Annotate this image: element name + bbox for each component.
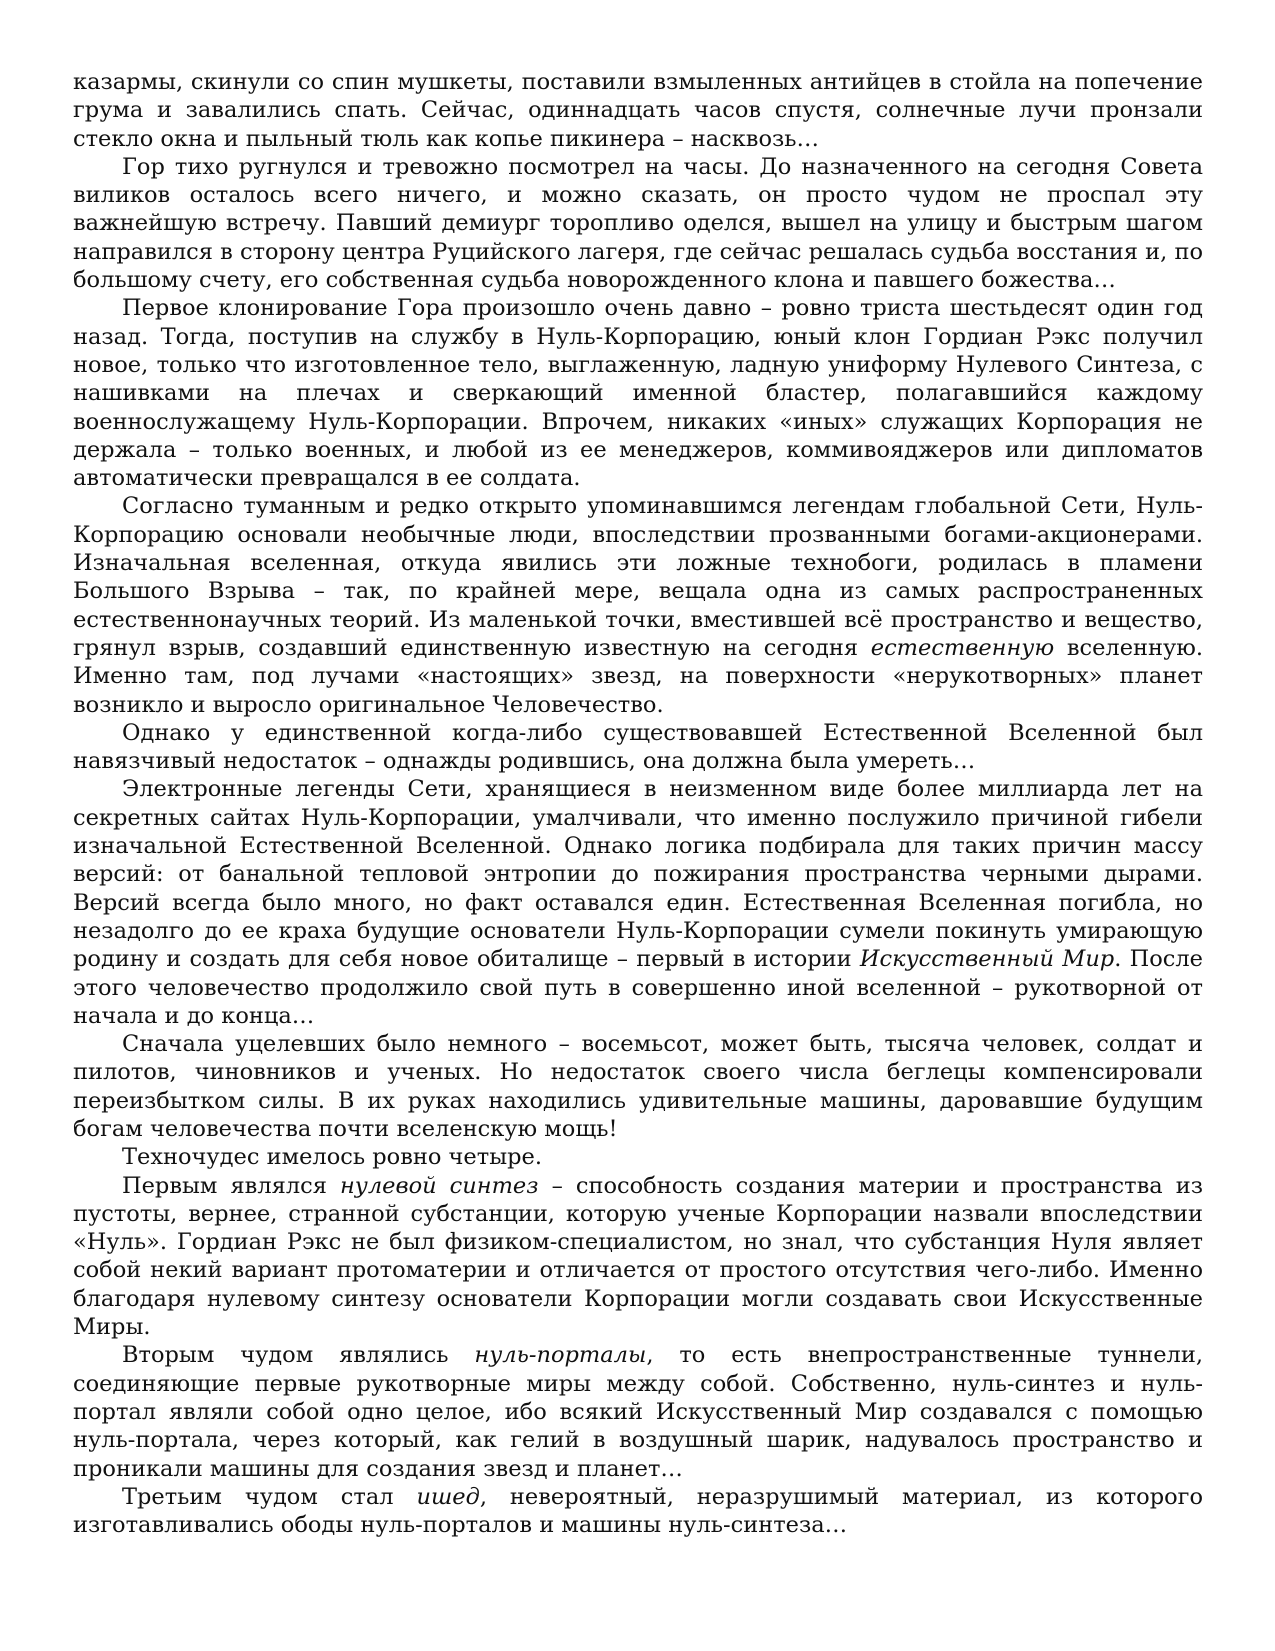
paragraph [73,775,1203,1030]
paragraph-text: – способность создания материи и пространства из пустоты, вернее, странной субстанции, которую ученые Корпорации назвали впоследствии «Нуль». Гордиан Рэкс не был физиком-специалистом, но знал, что субстанция Нуля являет собой некий вариант протоматерии и отличается от простого отсутствия чего-либо. Именно благодаря нулевому синтезу основатели Корпорации могли создавать свои Искусственные Миры. [73,1172,1203,1341]
paragraph [73,1483,1203,1540]
paragraph [73,294,1203,492]
paragraph-text: Первое клонирование Гора произошло очень давно – ровно триста шестьдесят один год назад. Тогда, поступив на службу в Нуль-Корпорацию, юный клон Гордиан Рэкс получил новое, только что изготовленное тело, выглаженную, ладную униформу Нулевого Синтеза, с нашивками на плечах и сверкающий именной бластер, полагавшийся каждому военнослужащему Нуль-Корпорации. Впрочем, никаких «иных» служащих Корпорация не держала – только военных, и любой из ее менеджеров, коммивояджеров или дипломатов автоматически превращался в ее солдата. [73,295,1203,492]
paragraph-text: Первым являлся [122,1172,340,1199]
paragraph [73,719,1203,776]
italic-term: нуль-порталы [474,1342,647,1369]
paragraph [73,1143,1203,1171]
paragraph [73,1030,1203,1143]
italic-term: естественную [870,634,1055,661]
italic-term: нулевой синтез [339,1172,539,1199]
paragraph-text: Согласно туманным и редко открыто упоминавшимся легендам глобальной Сети, Нуль-Корпорацию основали необычные люди, впоследствии прозванными богами-акционерами. Изначальная вселенная, откуда явились эти ложные технобоги, родилась в пламени Большого Взрыва – так, по крайней мере, вещала одна из самых распространенных естественнонаучных теорий. Из маленькой точки, вместившей всё пространство и вещество, грянул взрыв, создавший единственную известную на сегодня [73,493,1203,661]
paragraph [73,1172,1203,1342]
paragraph [73,1341,1203,1482]
document-page [73,68,1203,1539]
paragraph-text: Третьим чудом стал [122,1483,417,1510]
paragraph-text: Сначала уцелевших было немного – восемьсот, может быть, тысяча человек, солдат и пилотов, чиновников и ученых. Но недостаток своего числа беглецы компенсировали переизбытком силы. В их руках находились удивительные машины, даровавшие будущим богам человечества почти вселенскую мощь! [73,1031,1203,1142]
paragraph-text: , то есть внепространственные туннели, соединяющие первые рукотворные миры между собой. Собственно, нуль-синтез и нуль-портал являли собой одно целое, ибо всякий Искусственный Мир создавался с помощью нуль-портала, через который, как гелий в воздушный шарик, надувалось пространство и проникали машины для создания звезд и планет… [73,1342,1203,1482]
paragraph-text: вселенную. Именно там, под лучами «настоящих» звезд, на поверхности «нерукотворных» планет возникло и выросло оригинальное Человечество. [73,634,1204,718]
paragraph [73,153,1203,294]
paragraph [73,492,1203,718]
paragraph-text: Электронные легенды Сети, хранящиеся в неизменном виде более миллиарда лет на секретных сайтах Нуль-Корпорации, умалчивали, что именно послужило причиной гибели изначальной Естественной Вселенной. Однако логика подбирала для таких причин массу версий: от банальной тепловой энтропии до пожирания пространства черными дырами. Версий всегда было много, но факт оставался един. Естественная Вселенная погибла, но незадолго до ее краха будущие основатели Нуль-Корпорации сумели покинуть умирающую родину и создать для себя новое обиталище – первый в истории [73,776,1203,973]
paragraph-text: казармы, скинули со спин мушкеты, поставили взмыленных антийцев в стойла на попечение грума и завалились спать. Сейчас, одиннадцать часов спустя, солнечные лучи пронзали стекло окна и пыльный тюль как копье пикинера – насквозь… [73,69,1203,152]
paragraph-text: Гор тихо ругнулся и тревожно посмотрел на часы. До назначенного на сегодня Совета виликов осталось всего ничего, и можно сказать, он просто чудом не проспал эту важнейшую встречу. Павший демиург торопливо оделся, вышел на улицу и быстрым шагом направился в сторону центра Руцийского лагеря, где сейчас решалась судьба восстания и, по большому счету, его собственная судьба новорожденного клона и павшего божества… [73,153,1203,294]
italic-term: Искусственный Мир [859,946,1115,973]
paragraph-text: Однако у единственной когда-либо существовавшей Естественной Вселенной был навязчивый недостаток – однажды родившись, она должна была умереть… [73,719,1203,775]
paragraph-text: . После этого человечество продолжило свой путь в совершенно иной вселенной – рукотворной от начала и до конца… [73,946,1203,1029]
paragraph [73,68,1203,153]
italic-term: ишед [416,1483,480,1510]
paragraph-text: , невероятный, неразрушимый материал, из которого изготавливались ободы нуль-порталов и машины нуль-синтеза… [73,1483,1203,1539]
paragraph-text: Вторым чудом являлись [122,1342,475,1369]
paragraph-text: Техночудес имелось ровно четыре. [122,1144,542,1171]
